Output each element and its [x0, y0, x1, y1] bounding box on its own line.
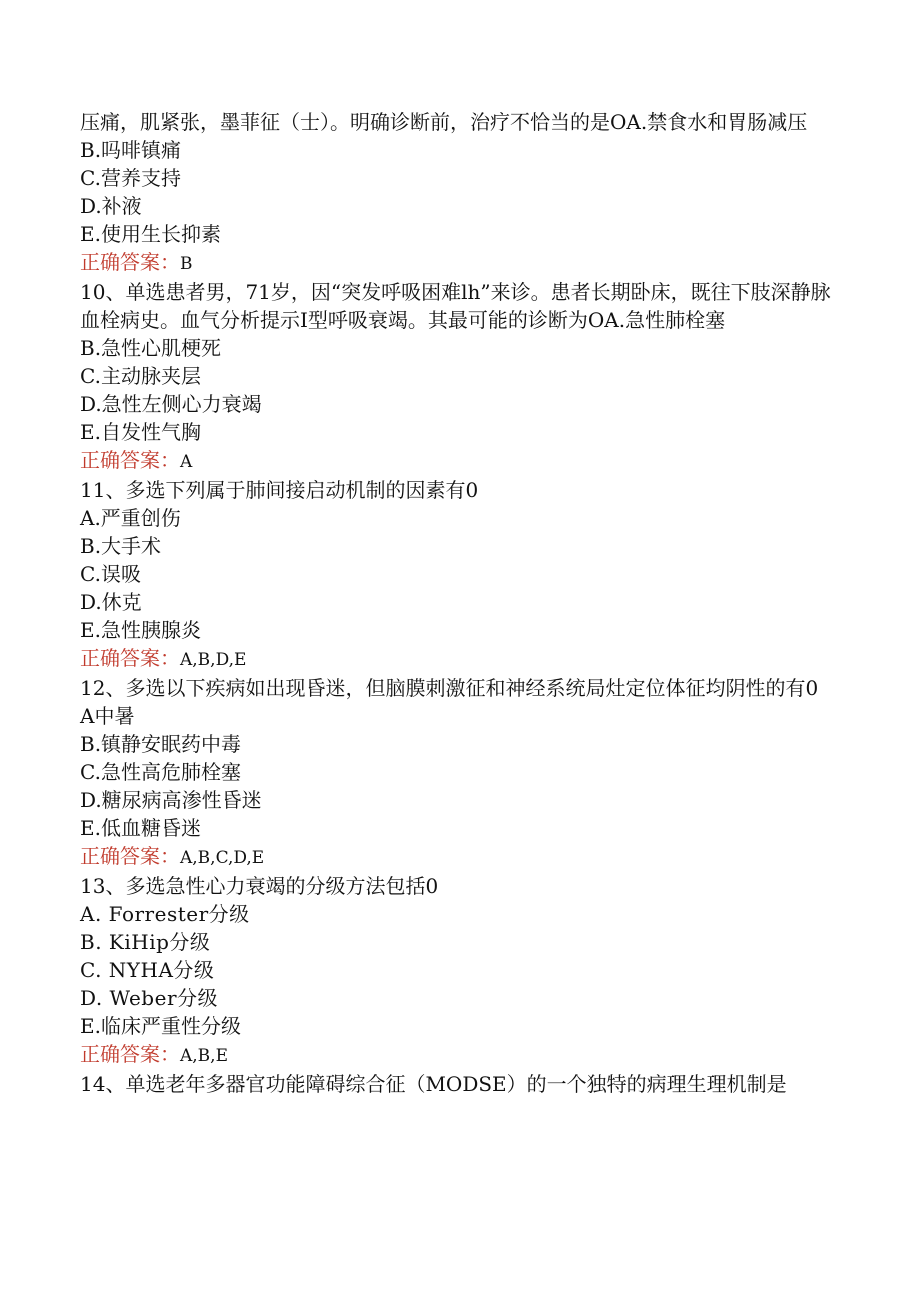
option-c: C.主动脉夹层 — [80, 364, 201, 388]
option-d: D.急性左侧心力衰竭 — [80, 392, 262, 416]
option-b: B.急性心肌梗死 — [80, 336, 222, 360]
option-d: D.补液 — [80, 194, 142, 218]
question-13-stem: 13、多选急性心力衰竭的分级方法包括0 — [80, 874, 439, 898]
option-c: C.误吸 — [80, 562, 141, 586]
option-e: E.急性胰腺炎 — [80, 618, 201, 642]
answer-label: 正确答案： — [80, 448, 180, 472]
option-e: E.自发性气胸 — [80, 420, 201, 444]
answer-value: A,B,D,E — [180, 650, 247, 670]
question-14-stem: 14、单选老年多器官功能障碍综合征（MODSE）的一个独特的病理生理机制是 — [80, 1072, 787, 1096]
option-a: A.严重创伤 — [80, 506, 181, 530]
option-d: D.糖尿病高渗性昏迷 — [80, 788, 262, 812]
option-c: C. NYHA分级 — [80, 958, 215, 982]
correct-answer — [80, 446, 848, 476]
option-d: D.休克 — [80, 590, 142, 614]
option-e: E.使用生长抑素 — [80, 222, 221, 246]
answer-label: 正确答案： — [80, 844, 180, 868]
correct-answer — [80, 1040, 848, 1070]
option-a: A. Forrester分级 — [80, 902, 250, 926]
answer-label: 正确答案： — [80, 646, 180, 670]
option-e: E.低血糖昏迷 — [80, 816, 201, 840]
answer-value: A — [180, 452, 193, 472]
correct-answer — [80, 644, 848, 674]
option-b: B.镇静安眠药中毒 — [80, 732, 242, 756]
question-10-stem: 10、单选患者男，71岁，因“突发呼吸困难lh”来诊。患者长期卧床，既往下肢深静脉血栓病史。血气分析提示I型呼吸衰竭。其最可能的诊断为OA.急性肺栓塞 — [80, 280, 831, 332]
question-11-stem: 11、多选下列属于肺间接启动机制的因素有0 — [80, 478, 479, 502]
correct-answer — [80, 248, 848, 278]
answer-value: A,B,E — [180, 1046, 228, 1066]
option-b: B. KiHip分级 — [80, 930, 211, 954]
option-c: C.急性高危肺栓塞 — [80, 760, 241, 784]
answer-value: B — [180, 254, 193, 274]
question-9-stem: 压痛，肌紧张，墨菲征（士）。明确诊断前，治疗不恰当的是OA.禁食水和胃肠减压 — [80, 110, 808, 134]
option-d: D. Weber分级 — [80, 986, 218, 1010]
option-e: E.临床严重性分级 — [80, 1014, 241, 1038]
answer-value: A,B,C,D,E — [180, 848, 265, 868]
option-a: A中暑 — [80, 704, 135, 728]
correct-answer — [80, 842, 848, 872]
option-c: C.营养支持 — [80, 166, 181, 190]
option-b: B.吗啡镇痛 — [80, 138, 182, 162]
answer-label: 正确答案： — [80, 250, 180, 274]
option-b: B.大手术 — [80, 534, 162, 558]
answer-label: 正确答案： — [80, 1042, 180, 1066]
question-12-stem: 12、多选以下疾病如出现昏迷，但脑膜刺激征和神经系统局灶定位体征均阴性的有0 — [80, 676, 819, 700]
